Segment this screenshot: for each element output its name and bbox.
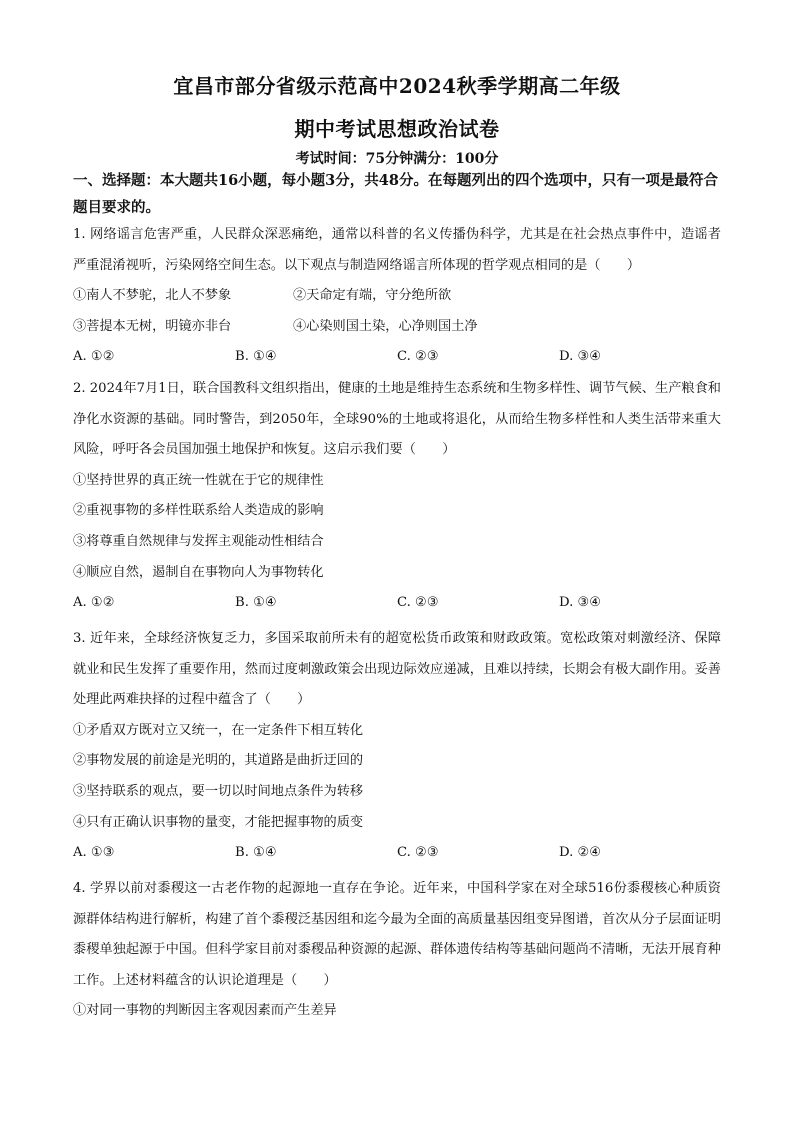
question-4 [73,874,721,1027]
exam-title-line1: 宜昌市部分省级示范高中2024秋季学期高二年级 [173,74,621,98]
option-item: ②重视事物的多样性联系给人类造成的影响 [73,503,324,519]
question-stem: 1. 网络谣言危害严重，人民群众深恶痛绝，通常以科普的名义传播伪科学，尤其是在社会热点事件中，造谣者严重混淆视听，污染网络空间生态。以下观点与制造网络谣言所体现的哲学观点相同的是（ ） [73,227,721,273]
answer-choice: B. ①④ [235,845,277,861]
option-row [73,281,721,312]
option-item: ③坚持联系的观点，要一切以时间地点条件为转移 [73,783,364,799]
option-row [73,312,721,343]
option-item: ②事物发展的前途是光明的，其道路是曲折迂回的 [73,753,364,769]
option-item: ①对同一事物的判断因主客观因素而产生差异 [73,1003,337,1019]
section-instruction: 一、选择题：本大题共16小题，每小题3分，共48分。在每题列出的四个选项中，只有一项是最符合题目要求的。 [73,172,718,216]
answer-choices [73,342,721,373]
option-item: ④心染则国土染，心净则国土净 [293,318,478,334]
option-item: ②天命定有端，守分绝所欲 [293,288,452,304]
question-stem: 4. 学界以前对黍稷这一古老作物的起源地一直存在争论。近年来，中国科学家在对全球516份黍稷核心种质资源群体结构进行解析，构建了首个黍稷泛基因组和迄今最为全面的高质量基因组变异图谱，首次从分子层面证明黍稷单独起源于中国。但科学家目前对黍稷品种资源的起源、群体遗传结构等基础问题尚不清晰，无法开展育种工作。上述材料蕴含的认识论道理是（ ） [73,881,721,988]
answer-choices [73,588,721,619]
answer-choice: B. ①④ [235,595,277,611]
question-3 [73,624,721,869]
option-item: ③将尊重自然规律与发挥主观能动性相结合 [73,533,324,549]
answer-choice: C. ②③ [397,845,439,861]
answer-choice: B. ①④ [235,349,277,365]
answer-choices [73,838,721,869]
question-1 [73,220,721,373]
answer-choice: C. ②③ [397,349,439,365]
answer-choice: D. ③④ [559,349,602,365]
answer-choice: D. ③④ [559,595,602,611]
option-item: ④顺应自然，遏制自在事物向人为事物转化 [73,564,324,580]
answer-choice: A. ①② [73,349,115,365]
exam-title-line2: 期中考试思想政治试卷 [294,117,500,141]
option-item: ①南人不梦驼，北人不梦象 [73,288,232,304]
option-item: ③菩提本无树，明镜亦非台 [73,318,232,334]
answer-choice: C. ②③ [397,595,439,611]
exam-info: 考试时间：75分钟满分：100分 [295,151,499,167]
question-stem: 2. 2024年7月1日，联合国教科文组织指出，健康的土地是维持生态系统和生物多样性、调节气候、生产粮食和净化水资源的基础。同时警告，到2050年，全球90%的土地或将退化，从而给生物多样性和人类生活带来重大风险，呼吁各会员国加强土地保护和恢复。这启示我们要（ ） [73,381,721,458]
answer-choice: D. ②④ [559,845,602,861]
answer-choice: A. ①③ [73,845,115,861]
option-item: ①坚持世界的真正统一性就在于它的规律性 [73,472,324,488]
option-item: ④只有正确认识事物的量变，才能把握事物的质变 [73,814,364,830]
question-2 [73,374,721,619]
option-item: ①矛盾双方既对立又统一，在一定条件下相互转化 [73,722,364,738]
question-stem: 3. 近年来，全球经济恢复乏力，多国采取前所未有的超宽松货币政策和财政政策。宽松政策对刺激经济、保障就业和民生发挥了重要作用，然而过度刺激政策会出现边际效应递减，且难以持续，长期会有极大副作用。妥善处理此两难抉择的过程中蕴含了（ ） [73,631,721,708]
answer-choice: A. ①② [73,595,115,611]
